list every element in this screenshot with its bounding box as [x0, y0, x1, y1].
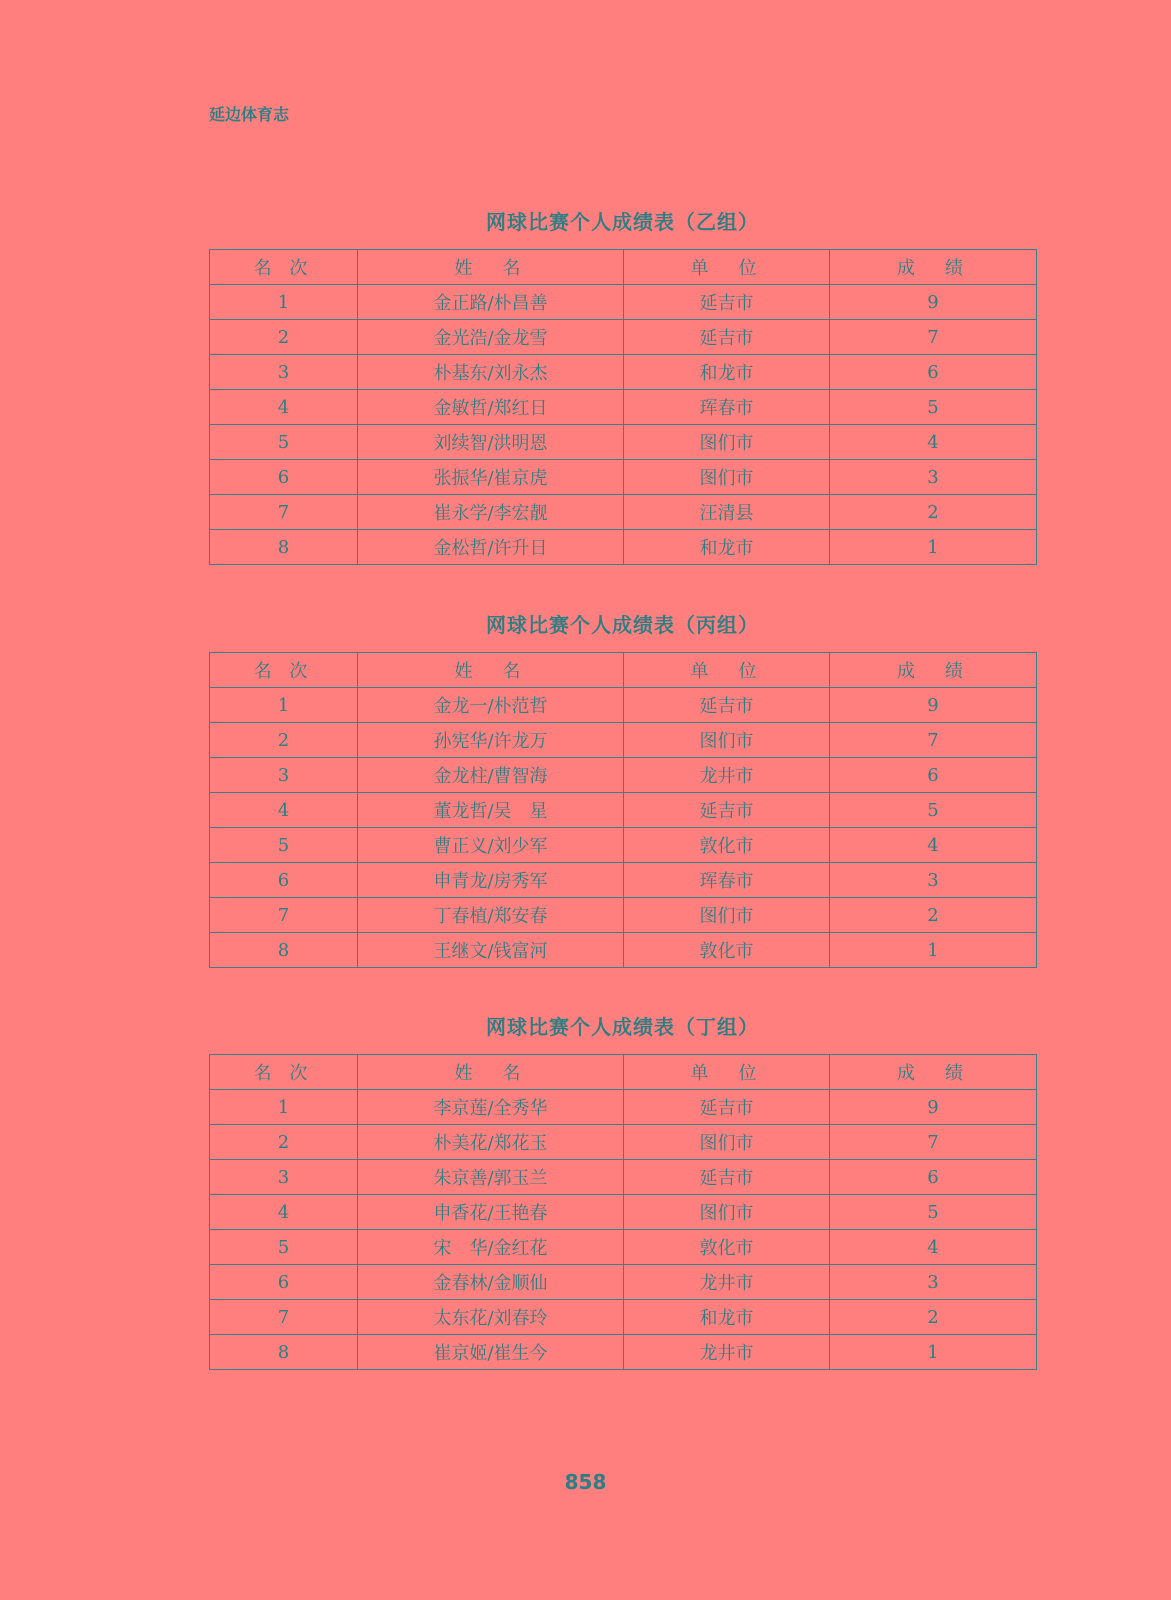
cell-score: 4	[830, 1230, 1037, 1265]
cell-rank: 7	[210, 898, 358, 933]
cell-rank: 8	[210, 933, 358, 968]
cell-unit: 图们市	[624, 1125, 830, 1160]
col-header-unit: 单 位	[624, 250, 830, 285]
cell-unit: 和龙市	[624, 1300, 830, 1335]
cell-score: 7	[830, 1125, 1037, 1160]
cell-unit: 图们市	[624, 723, 830, 758]
cell-rank: 8	[210, 530, 358, 565]
cell-unit: 汪清县	[624, 495, 830, 530]
cell-score: 4	[830, 828, 1037, 863]
cell-unit: 延吉市	[624, 285, 830, 320]
cell-name: 宋 华/金红花	[358, 1230, 624, 1265]
cell-name: 崔永学/李宏靓	[358, 495, 624, 530]
cell-name: 朴美花/郑花玉	[358, 1125, 624, 1160]
cell-unit: 敦化市	[624, 1230, 830, 1265]
cell-name: 孙宪华/许龙万	[358, 723, 624, 758]
cell-rank: 5	[210, 828, 358, 863]
table-row	[210, 530, 1037, 565]
cell-rank: 4	[210, 390, 358, 425]
cell-rank: 6	[210, 1265, 358, 1300]
cell-rank: 4	[210, 793, 358, 828]
results-table-bing	[209, 652, 1037, 968]
table-row	[210, 320, 1037, 355]
table-row	[210, 1160, 1037, 1195]
cell-rank: 3	[210, 1160, 358, 1195]
table-row	[210, 863, 1037, 898]
cell-score: 9	[830, 1090, 1037, 1125]
cell-name: 金春林/金顺仙	[358, 1265, 624, 1300]
cell-unit: 龙井市	[624, 758, 830, 793]
cell-rank: 7	[210, 495, 358, 530]
cell-name: 太东花/刘春玲	[358, 1300, 624, 1335]
cell-rank: 7	[210, 1300, 358, 1335]
cell-unit: 延吉市	[624, 1090, 830, 1125]
cell-name: 金松哲/许升日	[358, 530, 624, 565]
table-row	[210, 828, 1037, 863]
table-row	[210, 1300, 1037, 1335]
cell-unit: 敦化市	[624, 933, 830, 968]
table-row	[210, 1090, 1037, 1125]
cell-rank: 3	[210, 758, 358, 793]
table-row	[210, 688, 1037, 723]
table-row	[210, 933, 1037, 968]
table-title-yi: 网球比赛个人成绩表（乙组）	[486, 210, 759, 234]
col-header-unit: 单 位	[624, 1055, 830, 1090]
col-header-score: 成 绩	[830, 1055, 1037, 1090]
col-header-unit: 单 位	[624, 653, 830, 688]
cell-unit: 图们市	[624, 460, 830, 495]
cell-name: 金龙一/朴范哲	[358, 688, 624, 723]
cell-name: 李京莲/全秀华	[358, 1090, 624, 1125]
cell-unit: 图们市	[624, 1195, 830, 1230]
table-row	[210, 285, 1037, 320]
table-row	[210, 1335, 1037, 1370]
cell-rank: 8	[210, 1335, 358, 1370]
cell-rank: 3	[210, 355, 358, 390]
table-row	[210, 495, 1037, 530]
table-row	[210, 898, 1037, 933]
table-row	[210, 1265, 1037, 1300]
table-header-row	[210, 250, 1037, 285]
col-header-rank: 名 次	[210, 1055, 358, 1090]
page-number: 858	[564, 1470, 607, 1494]
cell-name: 朴基东/刘永杰	[358, 355, 624, 390]
cell-score: 9	[830, 285, 1037, 320]
table-header-row	[210, 1055, 1037, 1090]
cell-rank: 2	[210, 320, 358, 355]
cell-unit: 图们市	[624, 425, 830, 460]
cell-score: 6	[830, 1160, 1037, 1195]
cell-score: 6	[830, 758, 1037, 793]
cell-unit: 龙井市	[624, 1335, 830, 1370]
cell-score: 3	[830, 863, 1037, 898]
cell-rank: 1	[210, 1090, 358, 1125]
cell-rank: 2	[210, 1125, 358, 1160]
col-header-name: 姓 名	[358, 653, 624, 688]
cell-rank: 1	[210, 688, 358, 723]
table-row	[210, 758, 1037, 793]
cell-score: 6	[830, 355, 1037, 390]
cell-score: 1	[830, 1335, 1037, 1370]
cell-name: 曹正义/刘少军	[358, 828, 624, 863]
cell-name: 王继文/钱富河	[358, 933, 624, 968]
col-header-rank: 名 次	[210, 653, 358, 688]
cell-score: 5	[830, 1195, 1037, 1230]
col-header-name: 姓 名	[358, 250, 624, 285]
table-row	[210, 1125, 1037, 1160]
cell-rank: 6	[210, 863, 358, 898]
table-header-row	[210, 653, 1037, 688]
cell-name: 朱京善/郭玉兰	[358, 1160, 624, 1195]
cell-name: 金敏哲/郑红日	[358, 390, 624, 425]
cell-rank: 6	[210, 460, 358, 495]
table-row	[210, 425, 1037, 460]
table-row	[210, 1195, 1037, 1230]
cell-score: 1	[830, 530, 1037, 565]
cell-score: 7	[830, 320, 1037, 355]
cell-name: 申香花/王艳春	[358, 1195, 624, 1230]
cell-rank: 4	[210, 1195, 358, 1230]
results-table-yi	[209, 249, 1037, 565]
cell-unit: 延吉市	[624, 1160, 830, 1195]
col-header-rank: 名 次	[210, 250, 358, 285]
cell-score: 2	[830, 1300, 1037, 1335]
cell-name: 申青龙/房秀军	[358, 863, 624, 898]
cell-unit: 图们市	[624, 898, 830, 933]
cell-rank: 5	[210, 425, 358, 460]
col-header-name: 姓 名	[358, 1055, 624, 1090]
cell-score: 1	[830, 933, 1037, 968]
cell-unit: 延吉市	[624, 320, 830, 355]
table-row	[210, 1230, 1037, 1265]
table-title-ding: 网球比赛个人成绩表（丁组）	[486, 1015, 759, 1039]
cell-score: 5	[830, 793, 1037, 828]
cell-name: 张振华/崔京虎	[358, 460, 624, 495]
table-row	[210, 355, 1037, 390]
running-head: 延边体育志	[209, 105, 290, 124]
cell-name: 崔京姬/崔生今	[358, 1335, 624, 1370]
cell-unit: 珲春市	[624, 390, 830, 425]
cell-name: 金龙柱/曹智海	[358, 758, 624, 793]
cell-name: 刘续智/洪明恩	[358, 425, 624, 460]
cell-name: 董龙哲/吴 星	[358, 793, 624, 828]
cell-score: 2	[830, 495, 1037, 530]
cell-score: 4	[830, 425, 1037, 460]
cell-score: 9	[830, 688, 1037, 723]
cell-unit: 延吉市	[624, 793, 830, 828]
cell-unit: 和龙市	[624, 355, 830, 390]
cell-unit: 珲春市	[624, 863, 830, 898]
cell-unit: 龙井市	[624, 1265, 830, 1300]
cell-unit: 和龙市	[624, 530, 830, 565]
col-header-score: 成 绩	[830, 653, 1037, 688]
cell-rank: 2	[210, 723, 358, 758]
cell-name: 丁春植/郑安春	[358, 898, 624, 933]
cell-score: 3	[830, 1265, 1037, 1300]
cell-name: 金光浩/金龙雪	[358, 320, 624, 355]
cell-unit: 敦化市	[624, 828, 830, 863]
cell-score: 5	[830, 390, 1037, 425]
table-title-bing: 网球比赛个人成绩表（丙组）	[486, 613, 759, 637]
cell-score: 3	[830, 460, 1037, 495]
results-table-ding	[209, 1054, 1037, 1370]
table-row	[210, 460, 1037, 495]
col-header-score: 成 绩	[830, 250, 1037, 285]
table-row	[210, 723, 1037, 758]
cell-score: 7	[830, 723, 1037, 758]
table-row	[210, 390, 1037, 425]
cell-score: 2	[830, 898, 1037, 933]
cell-rank: 5	[210, 1230, 358, 1265]
table-row	[210, 793, 1037, 828]
cell-rank: 1	[210, 285, 358, 320]
cell-unit: 延吉市	[624, 688, 830, 723]
cell-name: 金正路/朴昌善	[358, 285, 624, 320]
